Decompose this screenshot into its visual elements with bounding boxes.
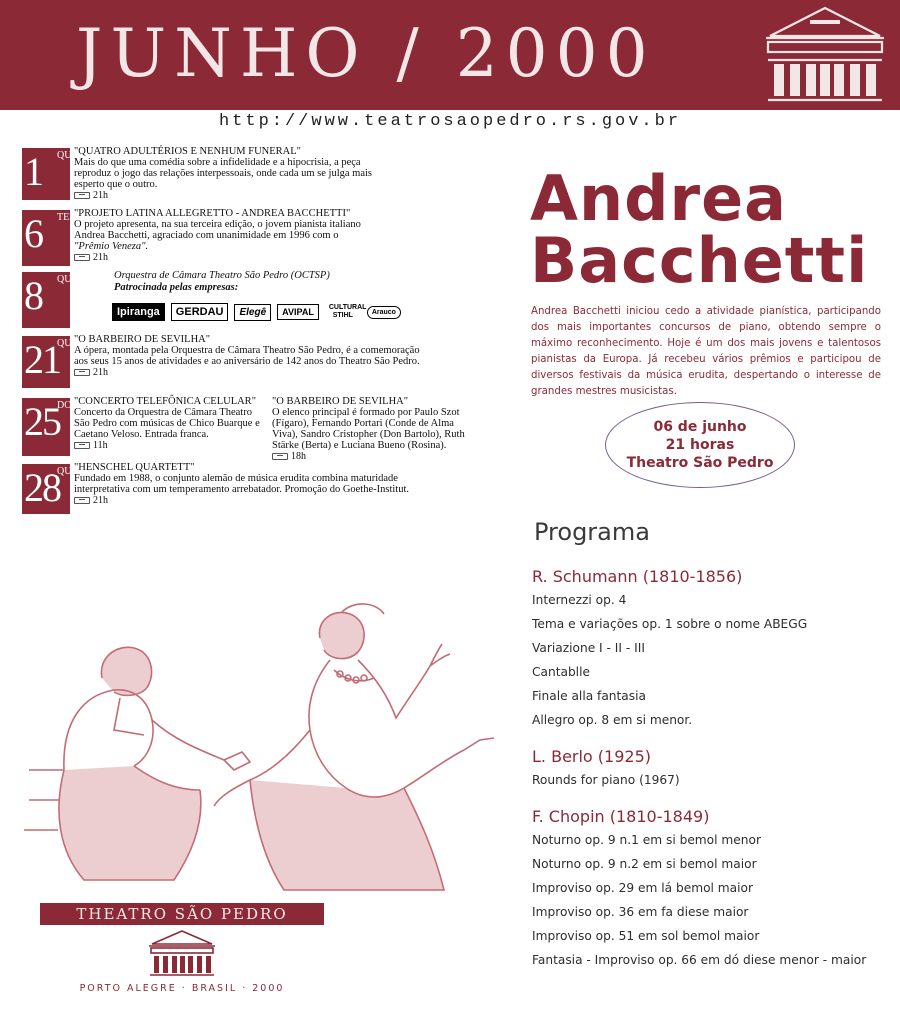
ticket-icon <box>74 497 90 504</box>
performance-date: 06 de junho <box>653 419 747 435</box>
piece: Noturno op. 9 n.1 em si bemol menor <box>532 833 761 847</box>
piece: Fantasia - Improviso op. 66 em dó diese menor - maior <box>532 953 867 967</box>
ticket-icon <box>74 254 90 261</box>
event-day: 1 <box>24 149 42 194</box>
piece: Tema e variações op. 1 sobre o nome ABEGG <box>532 617 808 631</box>
stihl-logo: CULTURAL STIHL <box>328 304 367 319</box>
event-title: "O BARBEIRO DE SEVILHA" <box>272 396 409 407</box>
artist-bio: Andrea Bacchetti iniciou cedo a atividade pianística, participando dos mais importantes concursos de piano, obtendo sempre o máximo reconhecimento. Hoje é um dos mais jovens e talentosos pianistas da Europa. Já recebeu vários prêmios e participou de diversos festivais da música erudita, despertando o interesse de grandes mestres musicistas. <box>531 306 881 397</box>
piece: Improviso op. 51 em sol bemol maior <box>532 929 760 943</box>
event-weekday: QUA <box>57 466 79 477</box>
elege-logo: Elegê <box>234 304 271 321</box>
event-weekday: QUI <box>57 274 75 285</box>
event-time <box>74 440 260 451</box>
theatre-building-icon <box>146 928 218 978</box>
event-text-line: Fundado em 1988, o conjunto alemão de música erudita combina maturidade <box>74 473 398 484</box>
event-text-line: esperto que o outro. <box>74 179 158 190</box>
composer-name: L. Berlo (1925) <box>532 747 652 766</box>
event-time <box>74 495 409 506</box>
event-day: 6 <box>24 211 42 256</box>
date-box <box>22 148 75 200</box>
event-text-line: Viva), Sandro Cristopher (Don Bartolo), Ruth <box>272 429 465 440</box>
avipal-logo: AVIPAL <box>277 304 319 320</box>
footer-location: PORTO ALEGRE · BRASIL · 2000 <box>79 983 285 994</box>
piece: Variazione I - II - III <box>532 641 645 655</box>
event-text-line: Mais do que uma comédia sobre a infidelidade e a hipocrisia, a peça <box>74 157 361 168</box>
featured-artist-name <box>530 162 890 297</box>
page-title: JUNHO / 2000 <box>76 15 656 92</box>
event-weekday: QUI <box>57 150 75 161</box>
program-section <box>532 806 892 972</box>
event-time-label: 11h <box>93 440 108 451</box>
piece: Noturno op. 9 n.2 em si bemol maior <box>532 857 757 871</box>
event-weekday: QUA <box>57 338 79 349</box>
performance-venue: Theatro São Pedro <box>626 455 774 471</box>
event-weekday: TER <box>57 212 76 223</box>
program-list <box>532 566 892 972</box>
ticket-icon <box>74 369 90 376</box>
piece: Improviso op. 29 em lá bemol maior <box>532 881 753 895</box>
piece: Allegro op. 8 em si menor. <box>532 713 693 727</box>
ticket-icon <box>74 192 90 199</box>
theatre-name-band: THEATRO SÃO PEDRO <box>40 903 324 925</box>
gerdau-logo: GERDAU <box>171 303 229 321</box>
date-box <box>22 464 79 514</box>
event-text-line: Andrea Bacchetti, agraciado com unanimidade em 1996 com o <box>74 230 339 241</box>
theatre-building-icon <box>760 2 890 106</box>
event-time-label: 18h <box>291 451 306 462</box>
arauco-logo: Arauco <box>367 306 401 319</box>
ticket-icon <box>272 453 288 460</box>
ticket-icon <box>74 442 90 449</box>
event-title: "HENSCHEL QUARTETT" <box>74 462 195 473</box>
piece: Cantablle <box>532 665 590 679</box>
event-text-line: (Fígaro), Fernando Portari (Conde de Alma <box>272 418 454 429</box>
date-box <box>22 272 75 328</box>
event-title: "O BARBEIRO DE SEVILHA" <box>74 334 211 345</box>
event-day: 8 <box>24 273 42 318</box>
website-url[interactable]: http://www.teatrosaopedro.rs.gov.br <box>218 112 682 131</box>
event-text-line <box>74 241 361 252</box>
event-body <box>74 334 420 378</box>
event-time-label: 21h <box>93 367 108 378</box>
performance-info-ellipse <box>605 402 795 488</box>
event-time-label: 21h <box>93 252 108 263</box>
program-section <box>532 566 892 732</box>
piece: Internezzi op. 4 <box>532 593 627 607</box>
event-time-label: 21h <box>93 495 108 506</box>
event-title: "PROJETO LATINA ALLEGRETTO - ANDREA BACCHETTI" <box>74 208 351 219</box>
event-time <box>74 252 361 263</box>
event-title: "QUATRO ADULTÉRIOS E NENHUM FUNERAL" <box>74 146 301 157</box>
artist-first-name: Andrea <box>530 162 787 235</box>
program-title: Programa <box>534 518 650 546</box>
event-text-line: Caetano Veloso. Entrada franca. <box>74 429 209 440</box>
event-text-line: Stärke (Berta) e Luciana Bueno (Rosina). <box>272 440 447 451</box>
program-section <box>532 746 892 792</box>
piece: Finale alla fantasia <box>532 689 646 703</box>
event-weekday: DOM <box>57 400 81 411</box>
sponsor-label: Patrocinada pelas empresas: <box>114 282 239 293</box>
event-body <box>74 146 372 201</box>
event-text-line: A ópera, montada pela Orquestra de Câmara Theatro São Pedro, é a comemoração <box>74 345 420 356</box>
composer-name: R. Schumann (1810-1856) <box>532 567 743 586</box>
event-text-line: reproduz o jogo das relações interpessoais, onde cada um se julga mais <box>74 168 372 179</box>
opera-couple-illustration <box>24 600 514 900</box>
event-time <box>74 367 420 378</box>
event-body <box>74 462 409 506</box>
artist-last-name: Bacchetti <box>530 224 869 297</box>
event-text-line: Concerto da Orquestra de Câmara Theatro <box>74 407 252 418</box>
event-text-line: O projeto apresenta, na sua terceira edição, o jovem pianista italiano <box>74 219 361 230</box>
sponsor-logos <box>112 302 401 322</box>
ipiranga-logo: Ipiranga <box>112 303 165 321</box>
event-day: 28 <box>24 465 60 510</box>
event-body <box>74 208 361 263</box>
piece: Rounds for piano (1967) <box>532 773 680 787</box>
date-box <box>22 398 81 456</box>
event-body <box>114 270 330 294</box>
header-band <box>0 0 900 110</box>
event-time <box>74 190 372 201</box>
event-text-line: São Pedro com músicas de Chico Buarque e <box>74 418 260 429</box>
award-name: "Prêmio Veneza". <box>74 241 149 252</box>
event-text-line: interpretativa com um temperamento arrebatador. Promoção do Goethe-Institut. <box>74 484 410 495</box>
date-box <box>22 210 76 266</box>
piece: Improviso op. 36 em fa diese maior <box>532 905 749 919</box>
composer-name: F. Chopin (1810-1849) <box>532 807 710 826</box>
date-box <box>22 336 79 388</box>
event-title: "CONCERTO TELEFÔNICA CELULAR" <box>74 396 256 407</box>
performance-hour: 21 horas <box>665 437 735 453</box>
event-day: 25 <box>24 399 60 444</box>
event-time-label: 21h <box>93 190 108 201</box>
event-day: 21 <box>24 337 60 382</box>
event-body <box>74 396 260 451</box>
event-body-second <box>272 396 465 462</box>
event-text-line: aos seus 15 anos de atividades e ao aniversário de 142 anos do Theatro São Pedro. <box>74 356 420 367</box>
event-time <box>272 451 465 462</box>
sponsor-org: Orquestra de Câmara Theatro São Pedro (OCTSP) <box>114 270 330 281</box>
event-text-line: O elenco principal é formado por Paulo Szot <box>272 407 460 418</box>
